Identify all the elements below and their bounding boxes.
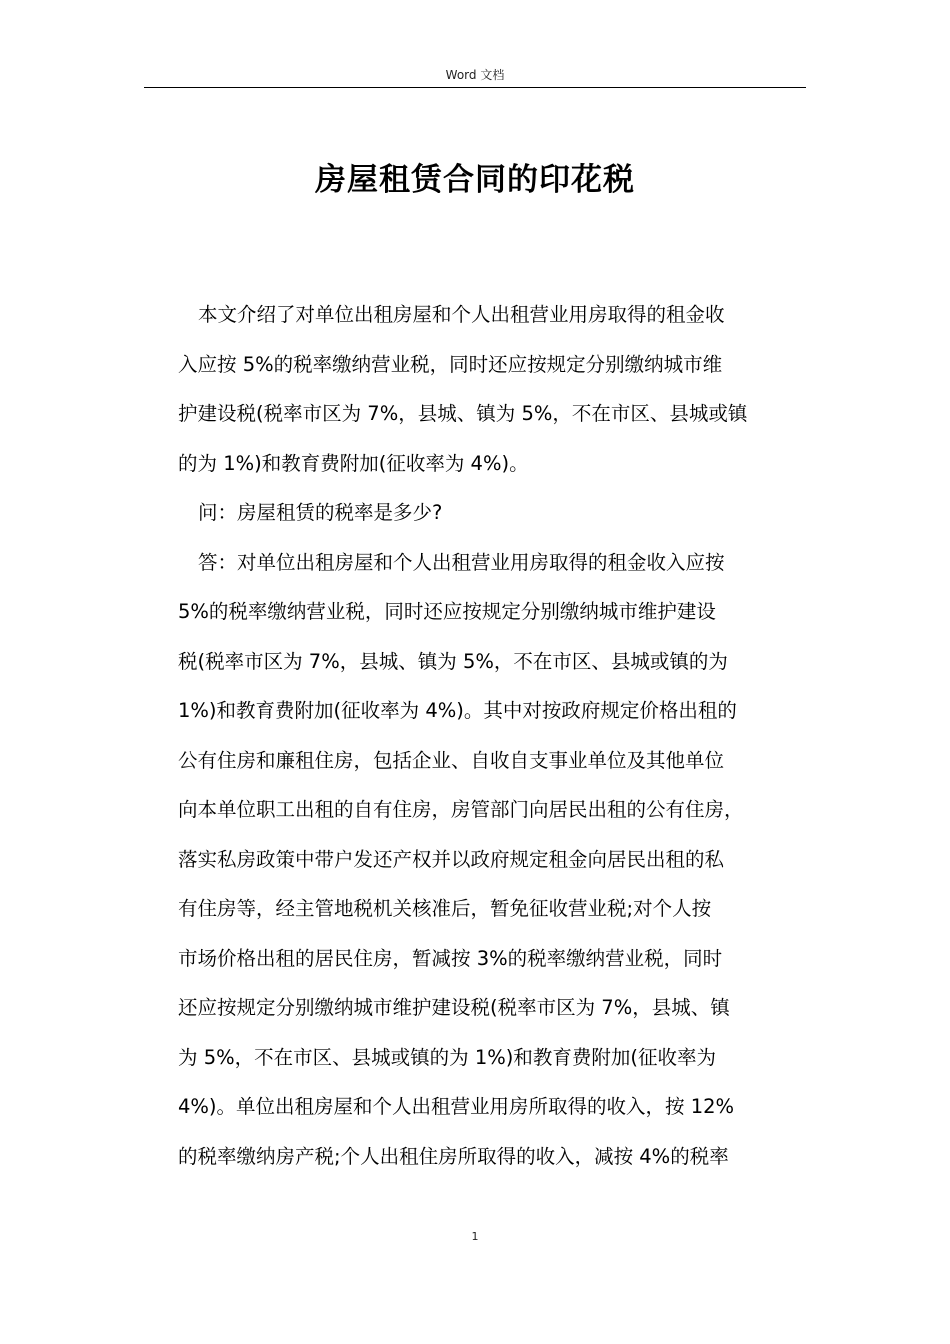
body-line: 的为 1%)和教育费附加(征收率为 4%)。 — [178, 451, 529, 475]
header-divider — [144, 87, 806, 88]
body-line: 的税率缴纳房产税;个人出租住房所取得的收入，减按 4%的税率 — [178, 1144, 729, 1168]
body-line: 公有住房和廉租住房，包括企业、自收自支事业单位及其他单位 — [178, 748, 725, 772]
page-number: 1 — [471, 1230, 479, 1243]
body-line: 4%)。单位出租房屋和个人出租营业用房所取得的收入，按 12% — [178, 1095, 735, 1118]
body-line: 市场价格出租的居民住房，暂减按 3%的税率缴纳营业税，同时 — [178, 946, 723, 970]
document-title: 房屋租赁合同的印花税 — [315, 162, 635, 198]
page-header: Word 文档 — [445, 68, 505, 82]
body-line: 税(税率市区为 7%，县城、镇为 5%，不在市区、县城或镇的为 — [178, 649, 728, 673]
body-line: 问：房屋租赁的税率是多少? — [198, 501, 443, 524]
body-line: 本文介绍了对单位出租房屋和个人出租营业用房取得的租金收 — [198, 303, 725, 326]
body-line: 护建设税(税率市区为 7%，县城、镇为 5%，不在市区、县城或镇 — [178, 402, 748, 425]
body-line: 为 5%，不在市区、县城或镇的为 1%)和教育费附加(征收率为 — [178, 1045, 716, 1069]
body-line: 入应按 5%的税率缴纳营业税，同时还应按规定分别缴纳城市维 — [178, 352, 723, 376]
body-line: 答：对单位出租房屋和个人出租营业用房取得的租金收入应按 — [198, 550, 725, 574]
body-line: 有住房等，经主管地税机关核准后，暂免征收营业税;对个人按 — [178, 897, 712, 920]
body-line: 向本单位职工出租的自有住房，房管部门向居民出租的公有住房， — [178, 798, 744, 821]
body-line: 落实私房政策中带户发还产权并以政府规定租金向居民出租的私 — [178, 847, 725, 871]
body-line: 5%的税率缴纳营业税，同时还应按规定分别缴纳城市维护建设 — [178, 600, 716, 623]
document-body — [178, 290, 818, 1181]
body-line: 还应按规定分别缴纳城市维护建设税(税率市区为 7%，县城、镇 — [178, 996, 730, 1019]
body-line: 1%)和教育费附加(征收率为 4%)。其中对按政府规定价格出租的 — [178, 699, 737, 722]
